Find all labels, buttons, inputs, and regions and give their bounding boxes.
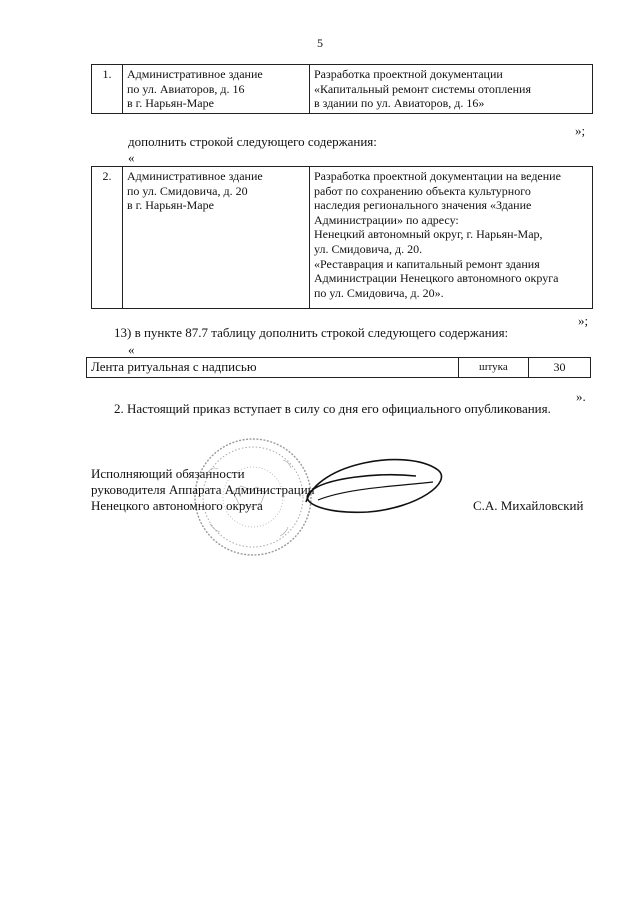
row-number: 2. bbox=[92, 167, 123, 309]
row-number: 1. bbox=[92, 65, 123, 114]
work-line: Администрации Ненецкого автономного округа bbox=[314, 271, 559, 286]
object-line: по ул. Смидовича, д. 20 bbox=[127, 183, 248, 198]
work-line: по ул. Смидовича, д. 20». bbox=[314, 285, 444, 300]
amendment-text: дополнить строкой следующего содержания: bbox=[128, 134, 377, 149]
object-line: Административное здание bbox=[127, 67, 263, 81]
page-number: 5 bbox=[317, 36, 323, 50]
table-1 bbox=[91, 64, 593, 114]
unit-cell: штука bbox=[458, 358, 528, 378]
object-cell bbox=[123, 65, 310, 114]
closing-quote: ». bbox=[576, 389, 586, 404]
amendment-text: 13) в пункте 87.7 таблицу дополнить строкой следующего содержания: bbox=[114, 325, 509, 340]
work-line: Разработка проектной документации bbox=[314, 67, 503, 81]
work-line: в здании по ул. Авиаторов, д. 16» bbox=[314, 96, 485, 111]
table-3 bbox=[86, 357, 591, 378]
work-line: Разработка проектной документации на ведение bbox=[314, 169, 561, 183]
opening-quote: « bbox=[128, 342, 135, 357]
signatory-position-line: Ненецкого автономного округа bbox=[91, 498, 263, 513]
signatory-position-line: Исполняющий обязанности bbox=[91, 466, 245, 481]
table-row bbox=[87, 358, 591, 378]
work-line: работ по сохранению объекта культурного bbox=[314, 183, 531, 198]
work-cell bbox=[310, 167, 593, 309]
work-line: наследия регионального значения «Здание bbox=[314, 198, 532, 213]
work-line: «Реставрация и капитальный ремонт здания bbox=[314, 256, 540, 271]
work-line: ул. Смидовича, д. 20. bbox=[314, 241, 423, 256]
object-line: в г. Нарьян-Маре bbox=[127, 198, 214, 213]
item-name-cell: Лента ритуальная с надписью bbox=[87, 358, 459, 378]
table-row bbox=[92, 65, 593, 114]
object-line: в г. Нарьян-Маре bbox=[127, 96, 214, 111]
order-clause: 2. Настоящий приказ вступает в силу со дня его официального опубликования. bbox=[114, 401, 551, 416]
closing-quote: »; bbox=[575, 123, 586, 138]
quantity-cell: 30 bbox=[528, 358, 590, 378]
object-line: Административное здание bbox=[127, 169, 263, 183]
signatory-position-line: руководителя Аппарата Администрации bbox=[91, 482, 315, 497]
closing-quote: »; bbox=[578, 313, 589, 328]
handwritten-signature bbox=[298, 452, 448, 518]
work-line: «Капитальный ремонт системы отопления bbox=[314, 81, 531, 96]
signatory-name: С.А. Михайловский bbox=[473, 498, 584, 513]
object-line: по ул. Авиаторов, д. 16 bbox=[127, 81, 245, 96]
object-cell bbox=[123, 167, 310, 309]
table-2 bbox=[91, 166, 593, 309]
work-cell bbox=[310, 65, 593, 114]
work-line: Администрации» по адресу: bbox=[314, 212, 459, 227]
work-line: Ненецкий автономный округ, г. Нарьян-Мар, bbox=[314, 227, 543, 242]
table-row bbox=[92, 167, 593, 309]
opening-quote: « bbox=[128, 150, 135, 165]
